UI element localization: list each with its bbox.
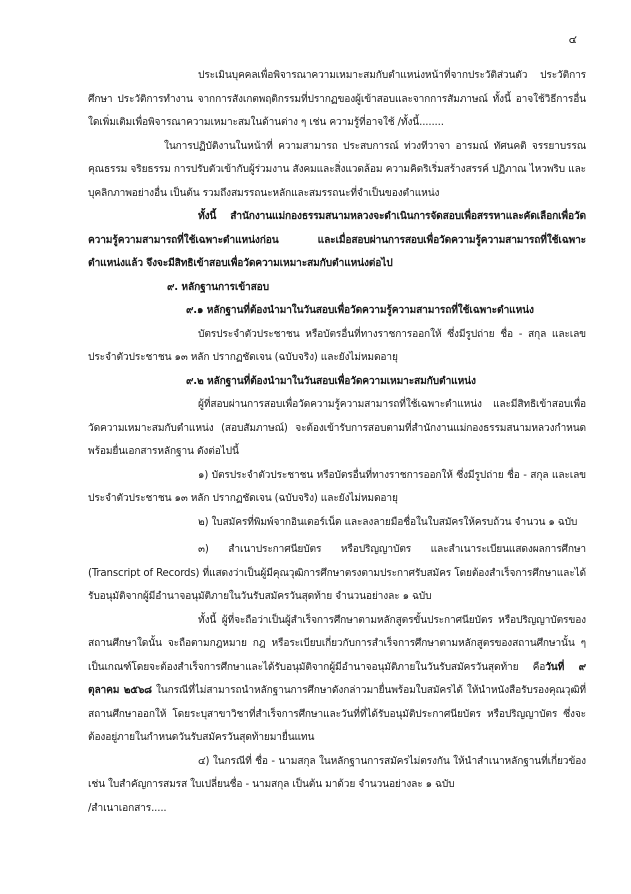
paragraph-interview-requirements: ผู้ที่สอบผ่านการสอบเพื่อวัดความรู้ความสามารถที่ใช้เฉพาะตำแหน่ง และมีสิทธิเข้าสอบเพื่อวัดความเหมาะสมกับตำแหน่ง (สอบสัมภาษณ์) จะต้องเข้ารับการสอบตามที่สำนักงานแม่กองธรรมสนามหลวงกำหนด พร้อมยื่นเอกสารหลักฐาน ดังต่อไปนี้: [88, 399, 586, 457]
paragraph-evaluation: ประเมินบุคคลเพื่อพิจารณาความเหมาะสมกับตำแหน่งหน้าที่จากประวัติส่วนตัว ประวัติการศึกษา ประวัติการทำงาน จากการสังเกตพฤติกรรมที่ปรากฏของผู้เข้าสอบและจากการสัมภาษณ์ ทั้งนี้ อาจใช้วิธีการอื่นใดเพิ่มเติมเพื่อพิจารณาความเหมาะสมในด้านต่าง ๆ เช่น ความรู้ที่อาจใช้ /ทั้งนี้........: [88, 70, 586, 128]
subsection-heading-9-1: ๙.๑ หลักฐานที่ต้องนำมาในวันสอบเพื่อวัดความรู้ความสามารถที่ใช้เฉพาะตำแหน่ง: [186, 305, 534, 316]
paragraph-exam-process: ทั้งนี้ สำนักงานแม่กองธรรมสนามหลวงจะดำเนินการจัดสอบเพื่อสรรหาและคัดเลือกเพื่อวัดความรู้ความสามารถที่ใช้เฉพาะตำแหน่งก่อน และเมื่อสอบผ่านการสอบเพื่อวัดความรู้ความสามารถที่ใช้เฉพาะตำแหน่งแล้ว จึงจะมีสิทธิเข้าสอบเพื่อวัดความเหมาะสมกับตำแหน่งต่อไป: [88, 211, 586, 269]
list-item-1-id-card: ๑) บัตรประจำตัวประชาชน หรือบัตรอื่นที่ทางราชการออกให้ ซึ่งมีรูปถ่าย ชื่อ - สกุล และเลขประจำตัวประชาชน ๑๓ หลัก ปรากฏชัดเจน (ฉบับจริง) และยังไม่หมดอายุ: [88, 469, 586, 504]
section-heading-exam-evidence: ๙. หลักฐานการเข้าสอบ: [167, 281, 269, 293]
deadline-date: วันที่ ๙ ตุลาคม ๒๕๖๘: [88, 661, 586, 696]
paragraph-graduation-criteria: [88, 609, 586, 750]
list-item-4-name-change: ๔) ในกรณีที่ ชื่อ - นามสกุล ในหลักฐานการสมัครไม่ตรงกัน ให้นำสำเนาหลักฐานที่เกี่ยวข้อง เช่น ใบสำคัญการสมรส ใบเปลี่ยนชื่อ - นามสกุล เป็นต้น มาด้วย จำนวนอย่างละ ๑ ฉบับ: [88, 755, 586, 790]
continuation-note: /สำเนาเอกสาร.....: [88, 802, 167, 814]
graduation-text-post: ในกรณีที่ไม่สามารถนำหลักฐานการศึกษาดังกล่าวมายื่นพร้อมใบสมัครได้ ให้นำหนังสือรับรองคุณวุฒิที่สถานศึกษาออกให้ โดยระบุสาขาวิชาที่สำเร็จการศึกษาและวันที่ที่ได้รับอนุมัติประกาศนียบัตร หรือปริญญาบัตร ซึ่งจะต้องอยู่ภายในกำหนดวันรับสมัครวันสุดท้ายมายื่นแทน: [88, 685, 586, 743]
list-item-3-certificate: ๓) สำเนาประกาศนียบัตร หรือปริญญาบัตร และสำเนาระเบียนแสดงผลการศึกษา (Transcript of Records) ที่แสดงว่าเป็นผู้มีคุณวุฒิการศึกษาตรงตามประกาศรับสมัคร โดยต้องสำเร็จการศึกษาและได้รับอนุมัติจากผู้มีอำนาจอนุมัติภายในวันรับสมัครวันสุดท้าย จำนวนอย่างละ ๑ ฉบับ: [88, 544, 586, 602]
paragraph-id-card: บัตรประจำตัวประชาชน หรือบัตรอื่นที่ทางราชการออกให้ ซึ่งมีรูปถ่าย ชื่อ - สกุล และเลขประจำตัวประชาชน ๑๓ หลัก ปรากฏชัดเจน (ฉบับจริง) และยังไม่หมดอายุ: [88, 328, 586, 363]
document-body: [88, 64, 586, 820]
page-number: ๔: [568, 33, 577, 46]
subsection-heading-9-2: ๙.๒ หลักฐานที่ต้องนำมาในวันสอบเพื่อวัดความเหมาะสมกับตำแหน่ง: [186, 375, 476, 387]
graduation-text-pre: ทั้งนี้ ผู้ที่จะถือว่าเป็นผู้สำเร็จการศึกษาตามหลักสูตรขั้นประกาศนียบัตร หรือปริญญาบัตรของสถานศึกษาใดนั้น จะถือตามกฎหมาย กฎ หรือระเบียบเกี่ยวกับการสำเร็จการศึกษาตามหลักสูตรของสถานศึกษานั้น ๆ เป็นเกณฑ์โดยจะต้องสำเร็จการศึกษาและได้รับอนุมัติจากผู้มีอำนาจอนุมัติภายในวันรับสมัครวันสุดท้าย คือ: [88, 614, 586, 673]
paragraph-performance: ในการปฏิบัติงานในหน้าที่ ความสามารถ ประสบการณ์ ท่วงทีวาจา อารมณ์ ทัศนคติ จรรยาบรรณ คุณธรรม จริยธรรม การปรับตัวเข้ากับผู้ร่วมงาน สังคมและสิ่งแวดล้อม ความคิดริเริ่มสร้างสรรค์ ปฏิภาณ ไหวพริบ และบุคลิกภาพอย่างอื่น เป็นต้น รวมถึงสมรรถนะหลักและสมรรถนะที่จำเป็นของตำแหน่ง: [88, 140, 586, 199]
list-item-2-application-form: ๒) ใบสมัครที่พิมพ์จากอินเตอร์เน็ต และลงลายมือชื่อในใบสมัครให้ครบถ้วน จำนวน ๑ ฉบับ: [198, 516, 578, 528]
